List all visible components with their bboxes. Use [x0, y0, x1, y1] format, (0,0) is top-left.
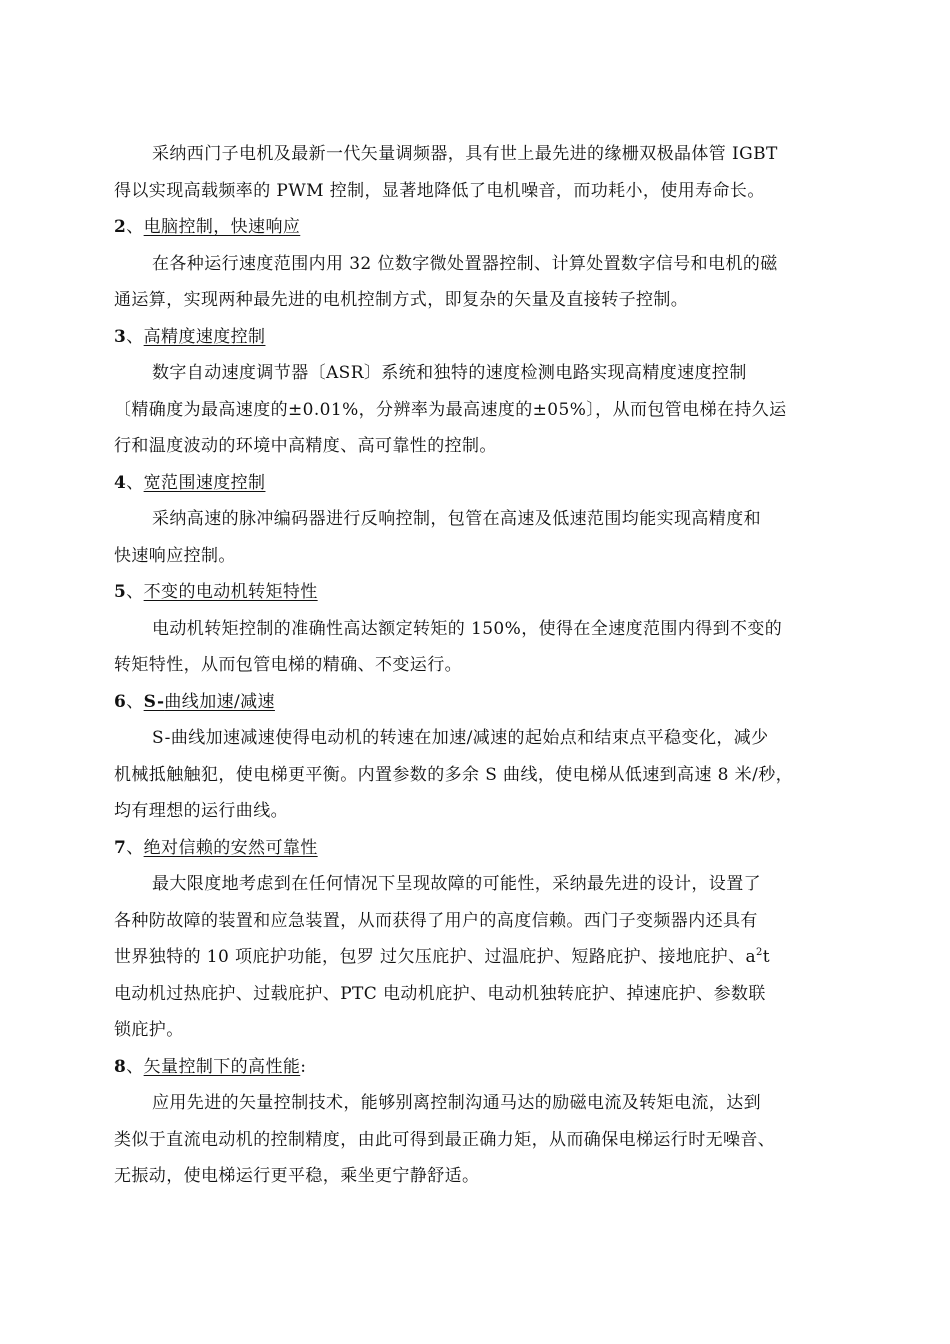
heading-number: 2: [114, 217, 127, 237]
paragraph-reliability: [114, 866, 838, 1049]
section-heading-4: [114, 465, 838, 502]
paragraph-computer-control: 在各种运行速度范围内用 32 位数字微处置器控制、计算处置数字信号和电机的磁 通运算，实现两种最先进的电机控制方式，即复杂的矢量及直接转子控制。: [114, 253, 778, 310]
section-heading-7: [114, 830, 838, 867]
heading-title: 不变的电动机转矩特性: [143, 582, 318, 602]
section-heading-2: [114, 209, 838, 246]
heading-number: 7: [114, 837, 127, 858]
paragraph-wide-range: 采纳高速的脉冲编码器进行反响控制，包管在高速及低速范围均能实现高精度和 快速响应控制。: [114, 509, 761, 566]
paragraph-intro: 采纳西门子电机及最新一代矢量调频器，具有世上最先进的缘栅双极晶体管 IGBT 得以实现高载频率的 PWM 控制，显著地降低了电机噪音，而功耗小，使用寿命长。: [114, 144, 778, 201]
document-body: [114, 136, 838, 1195]
heading-title-bold-part: S-: [143, 691, 165, 712]
heading-suffix: :: [300, 1056, 307, 1077]
heading-title: 高精度速度控制: [143, 326, 266, 347]
heading-separator: 、: [126, 691, 144, 712]
heading-number: 6: [114, 691, 127, 712]
heading-title-rest: 曲线加速/减速: [164, 691, 275, 712]
paragraph-vector-control: 应用先进的矢量控制技术，能够别离控制沟通马达的励磁电流及转矩电流，达到 类似于直流电动机的控制精度，由此可得到最正确力矩，从而确保电梯运行时无噪音、 无振动，使电梯运行更平稳，乘坐更宁静舒适。: [114, 1093, 776, 1186]
heading-number: 4: [114, 472, 127, 493]
heading-separator: 、: [126, 326, 144, 347]
section-heading-5: [114, 574, 838, 611]
section-heading-3: [114, 319, 838, 356]
section-heading-8: [114, 1049, 838, 1086]
paragraph-precision-speed: 数字自动速度调节器〔ASR〕系统和独特的速度检测电路实现高精度速度控制 〔精确度为最高速度的±0.01%，分辨率为最高速度的±05%〕，从而包管电梯在持久运 行和温度波动的环境中高精度、高可靠性的控制。: [114, 363, 787, 456]
heading-title: 电脑控制，快速响应: [143, 217, 301, 237]
heading-title: 绝对信赖的安然可靠性: [143, 837, 318, 858]
heading-separator: 、: [126, 472, 144, 493]
heading-separator: 、: [126, 582, 144, 602]
heading-separator: 、: [126, 217, 144, 237]
heading-title: 矢量控制下的高性能: [143, 1056, 301, 1077]
section-heading-6: [114, 684, 838, 721]
heading-separator: 、: [126, 1056, 144, 1077]
superscript-2: 2: [755, 947, 763, 958]
heading-title: 宽范围速度控制: [143, 472, 266, 493]
reliability-text-part2: t 电动机过热庇护、过载庇护、PTC 电动机庇护、电动机独转庇护、掉速庇护、参数联 锁庇护。: [114, 947, 770, 1040]
paragraph-s-curve: S-曲线加速减速使得电动机的转速在加速/减速的起始点和结束点平稳变化，减少 机械抵触触犯，使电梯更平衡。内置参数的多余 S 曲线，使电梯从低速到高速 8 米/秒， 均有理想的运行曲线。: [114, 728, 794, 821]
heading-number: 3: [114, 326, 127, 347]
heading-number: 5: [114, 582, 127, 602]
heading-title: [144, 692, 275, 712]
heading-number: 8: [114, 1056, 127, 1077]
reliability-text-part1: 最大限度地考虑到在任何情况下呈现故障的可能性，采纳最先进的设计，设置了 各种防故障的装置和应急装置，从而获得了用户的高度信赖。西门子变频器内还具有 世界独特的 10 项庇护功能，包罗 过欠压庇护、过温庇护、短路庇护、接地庇护、a: [114, 874, 761, 967]
heading-separator: 、: [126, 837, 144, 858]
paragraph-torque: 电动机转矩控制的准确性高达额定转矩的 150%，使得在全速度范围内得到不变的 转矩特性，从而包管电梯的精确、不变运行。: [114, 618, 783, 675]
